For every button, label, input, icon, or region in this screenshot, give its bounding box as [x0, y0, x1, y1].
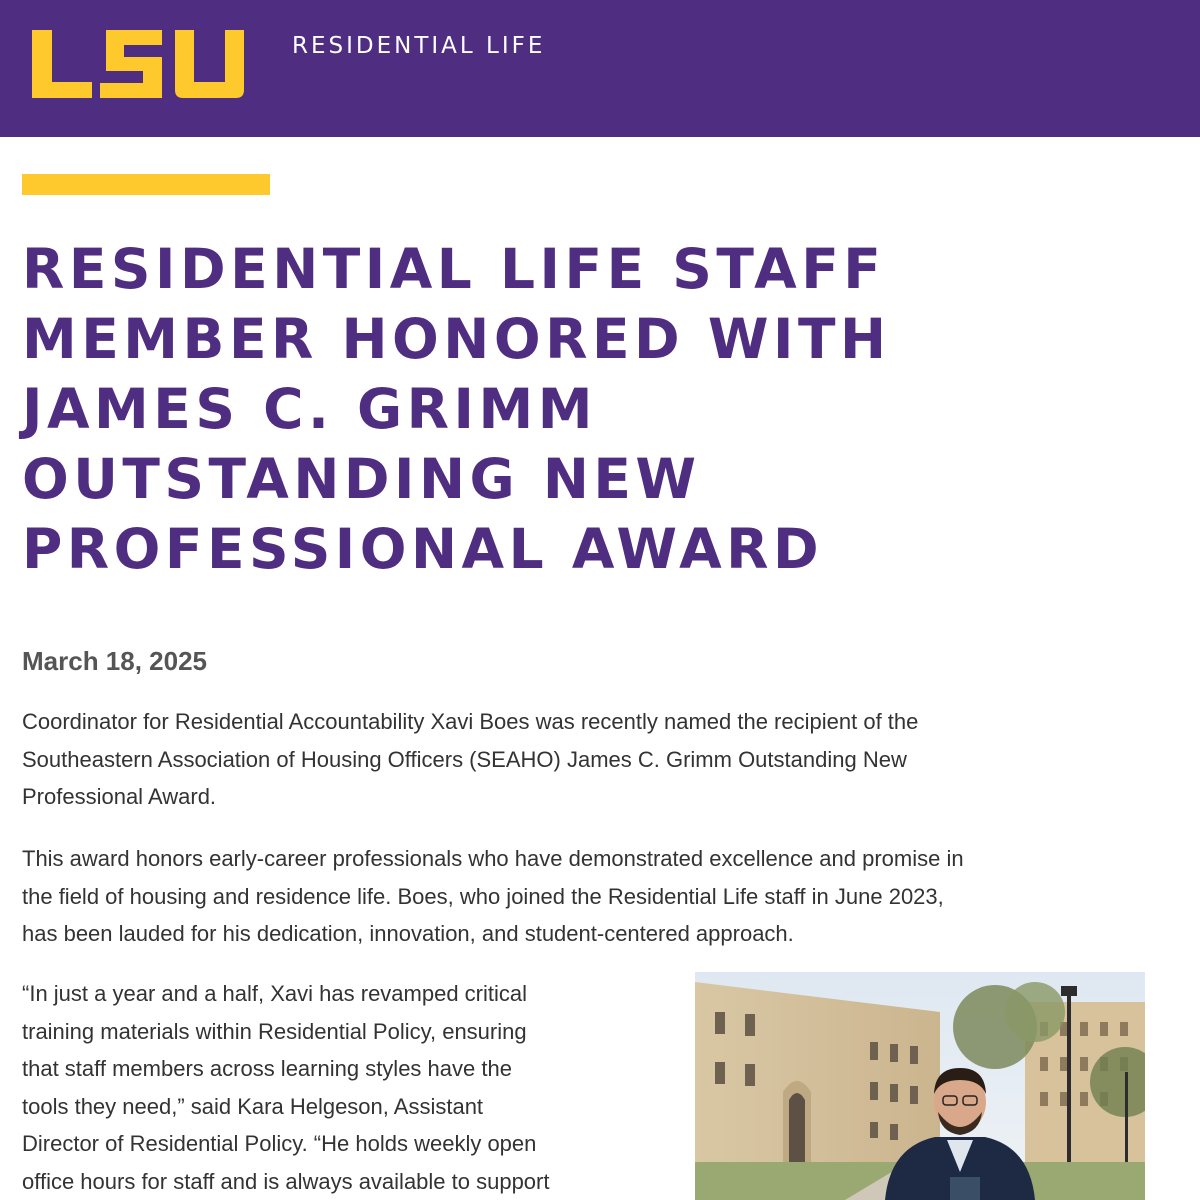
paragraph-line: This award honors early-career professionals who have demonstrated excellence and promise in [22, 846, 964, 871]
paragraph-line: Coordinator for Residential Accountability Xavi Boes was recently named the recipient of the [22, 709, 919, 734]
paragraph-line: Southeastern Association of Housing Officers (SEAHO) James C. Grimm Outstanding New [22, 746, 907, 772]
paragraph-line: Professional Award. [22, 784, 217, 809]
paragraph-line: has been lauded for his dedication, innovation, and student-centered approach. [22, 921, 794, 946]
paragraph-intro [22, 703, 918, 816]
paragraph-line: office hours for staff and is always available to support [22, 1168, 550, 1194]
headline-line: OUTSTANDING NEW [22, 447, 701, 511]
site-title[interactable]: RESIDENTIAL LIFE [292, 33, 546, 59]
headline-line: RESIDENTIAL LIFE STAFF [22, 237, 886, 301]
headline-line: PROFESSIONAL AWARD [22, 517, 824, 581]
paragraph-line: that staff members across learning styles have the [22, 1056, 512, 1081]
site-header [0, 0, 1200, 137]
accent-bar [22, 174, 270, 195]
paragraph-quote [22, 975, 549, 1200]
article-headline [22, 234, 1022, 584]
headline-line: JAMES C. GRIMM [22, 377, 597, 441]
paragraph-line: tools they need,” said Kara Helgeson, Assistant [22, 1093, 484, 1119]
article-date: March 18, 2025 [22, 646, 208, 676]
award-recipient-photo [695, 972, 1145, 1200]
paragraph-line: the field of housing and residence life. Boes, who joined the Residential Life staff in June 2023, [22, 883, 944, 909]
photo-illustration [695, 972, 1145, 1200]
lsu-logo[interactable] [30, 30, 246, 98]
paragraph-line: “In just a year and a half, Xavi has revamped critical [22, 981, 528, 1006]
paragraph-line: Director of Residential Policy. “He holds weekly open [22, 1131, 537, 1156]
paragraph-award-description [22, 840, 964, 953]
paragraph-line: training materials within Residential Policy, ensuring [22, 1018, 527, 1044]
headline-line: MEMBER HONORED WITH [22, 307, 891, 371]
